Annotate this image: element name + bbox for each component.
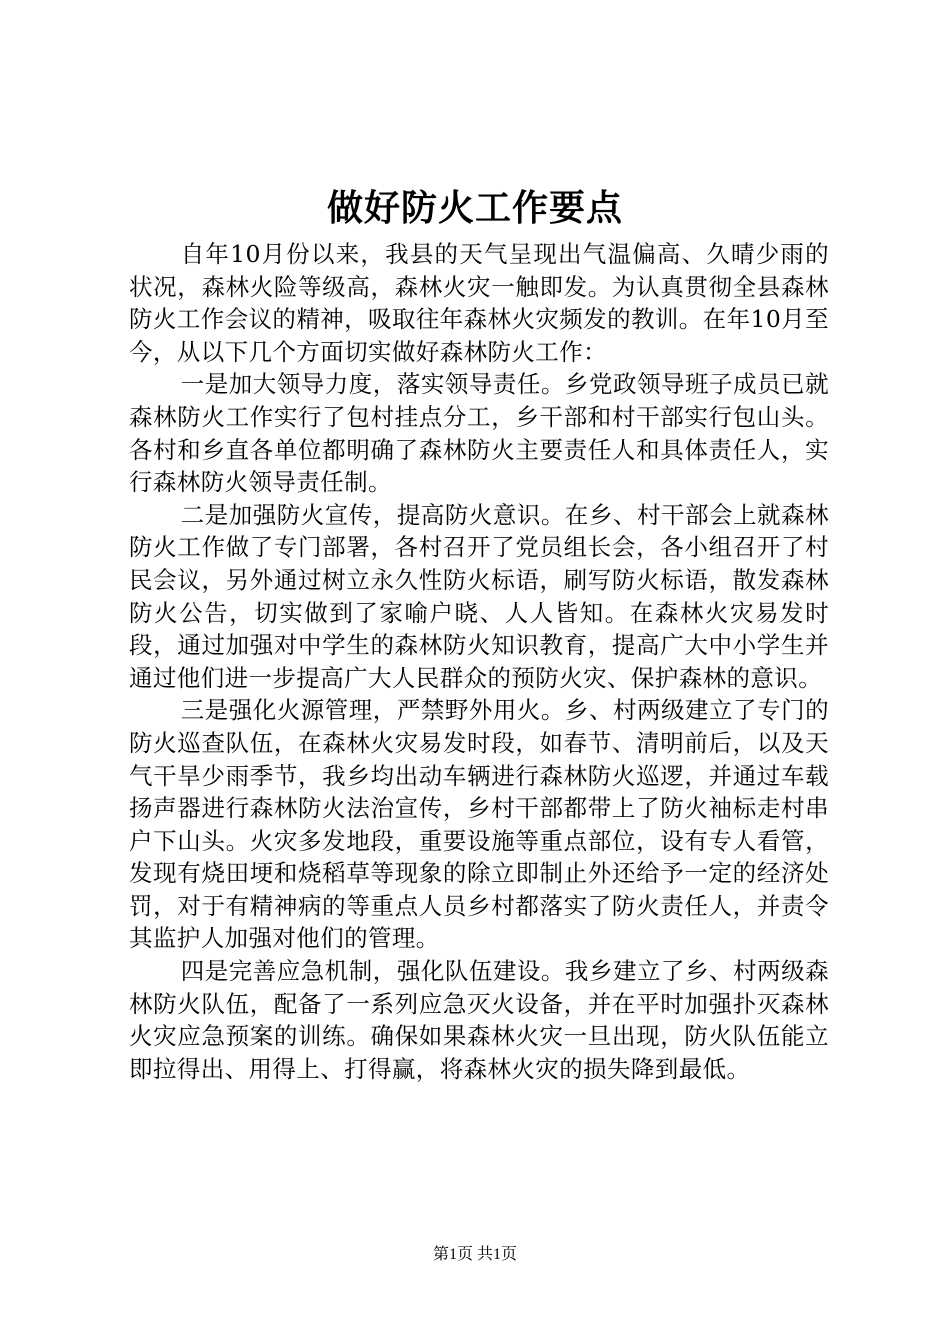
document-title: 做好防火工作要点 (326, 187, 623, 229)
paragraph-fire-source: 三是强化火源管理，严禁野外用火。乡、村两级建立了专门的防火巡查队伍，在森林火灾易发时段，如春节、清明前后，以及天气干旱少雨季节，我乡均出动车辆进行森林防火巡逻，并通过车载扬声器进行森林防火法治宣传，乡村干部都带上了防火袖标走村串户下山头。火灾多发地段，重要设施等重点部位，设有专人看管，发现有烧田埂和烧稻草等现象的除立即制止外还给予一定的经济处罚，对于有精神病的等重点人员乡村都落实了防火责任人，并责令其监护人加强对他们的管理。 (129, 696, 829, 953)
page-number-footer: 第1页 共1页 (432, 1246, 517, 1263)
paragraph-leadership: 一是加大领导力度，落实领导责任。乡党政领导班子成员已就森林防火工作实行了包村挂点分工，乡干部和村干部实行包山头。各村和乡直各单位都明确了森林防火主要责任人和具体责任人，实行森林防火领导责任制。 (129, 370, 829, 497)
paragraph-publicity: 二是加强防火宣传，提高防火意识。在乡、村干部会上就森林防火工作做了专门部署，各村召开了党员组长会，各小组召开了村民会议，另外通过树立永久性防火标语，刷写防火标语，散发森林防火公告，切实做到了家喻户晓、人人皆知。在森林火灾易发时段，通过加强对中学生的森林防火知识教育，提高广大中小学生并通过他们进一步提高广大人民群众的预防火灾、保护森林的意识。 (129, 500, 829, 692)
paragraph-intro: 自年10月份以来，我县的天气呈现出气温偏高、久晴少雨的状况，森林火险等级高，森林火灾一触即发。为认真贯彻全县森林防火工作会议的精神，吸取往年森林火灾频发的教训。在年10月至今，从以下几个方面切实做好森林防火工作： (129, 240, 829, 366)
document-body (129, 238, 829, 1085)
paragraph-emergency: 四是完善应急机制，强化队伍建设。我乡建立了乡、村两级森林防火队伍，配备了一系列应急灭火设备，并在平时加强扑灭森林火灾应急预案的训练。确保如果森林火灾一旦出现，防火队伍能立即拉得出、用得上、打得赢，将森林火灾的损失降到最低。 (129, 957, 829, 1083)
